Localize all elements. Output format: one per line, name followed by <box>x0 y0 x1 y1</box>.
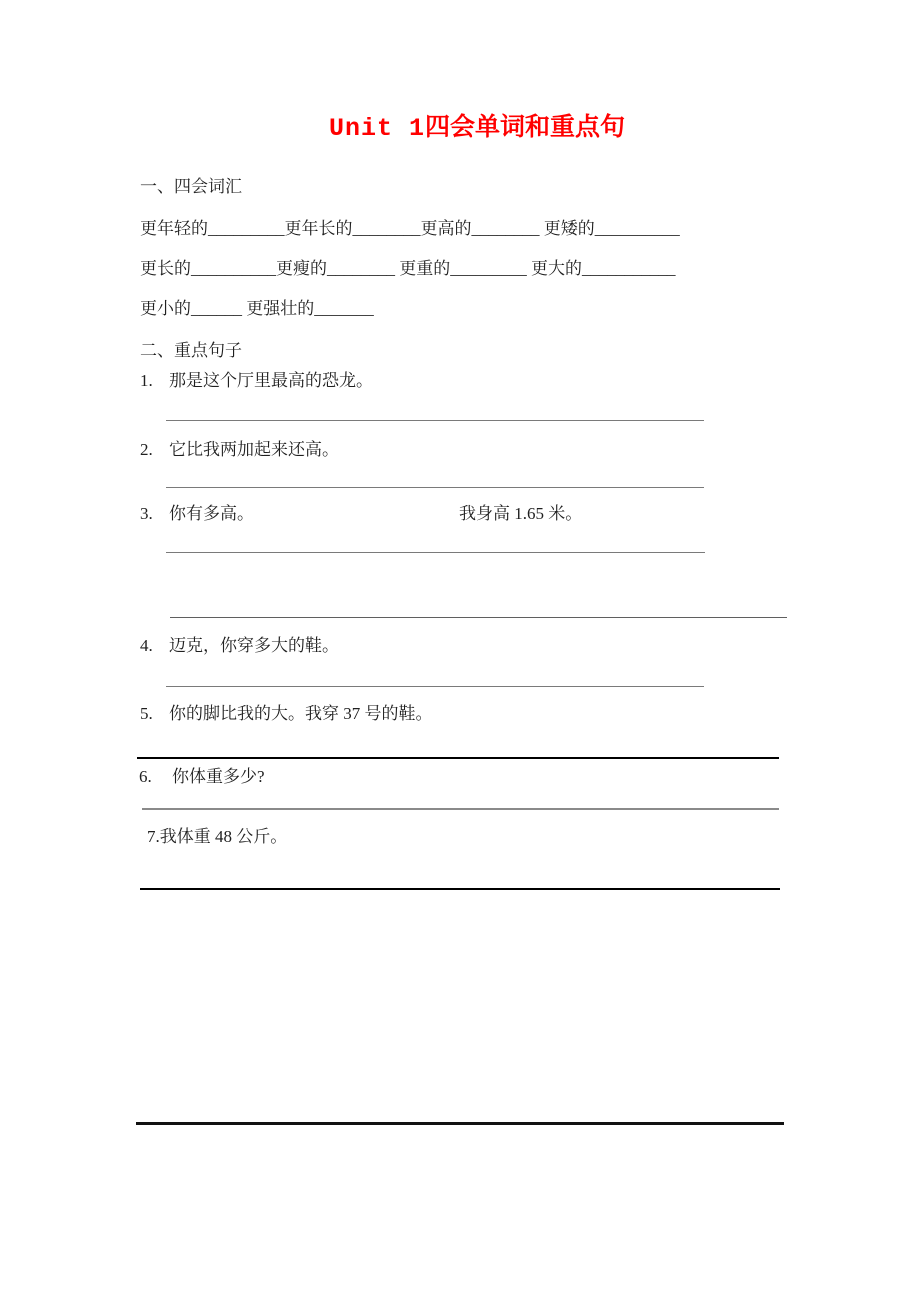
section-heading-sentences: 二、重点句子 <box>140 341 242 360</box>
question-5-number: 5. <box>140 704 153 723</box>
section-heading-vocabulary: 一、四会词汇 <box>140 177 242 196</box>
question-6-number: 6. <box>139 767 152 786</box>
answer-line-1 <box>166 420 704 421</box>
question-4 <box>140 636 339 656</box>
answer-line-4 <box>170 617 787 618</box>
vocab-line-1: 更年轻的_________更年长的________更高的________ 更矮的__________ <box>140 219 680 238</box>
question-7-number: 7. <box>147 827 160 846</box>
question-1-text: 那是这个厅里最高的恐龙。 <box>169 371 373 390</box>
question-2-text: 它比我两加起来还高。 <box>169 440 339 459</box>
question-7 <box>147 827 287 847</box>
question-3-text: 你有多高。 <box>169 504 254 523</box>
question-4-number: 4. <box>140 636 153 655</box>
question-1-number: 1. <box>140 371 153 390</box>
divider-line-1 <box>137 757 779 759</box>
divider-line-3 <box>140 888 780 890</box>
vocab-line-3: 更小的______ 更强壮的_______ <box>140 299 374 318</box>
question-5 <box>140 704 433 724</box>
page-title-cjk: 四会单词和重点句 <box>425 114 626 141</box>
vocab-line-2: 更长的__________更瘦的________ 更重的_________ 更大的___________ <box>140 259 676 278</box>
page-title <box>0 110 920 147</box>
question-4-text: 迈克，你穿多大的鞋。 <box>169 636 339 655</box>
page-bottom-rule <box>136 1122 784 1125</box>
answer-line-5 <box>166 686 704 687</box>
question-6 <box>139 767 265 787</box>
question-3 <box>140 504 254 524</box>
question-3-number: 3. <box>140 504 153 523</box>
question-7-text: 我体重 48 公斤。 <box>159 827 288 846</box>
question-6-text: 你体重多少? <box>172 767 265 786</box>
page-title-latin: Unit 1 <box>328 114 425 143</box>
question-5-text: 你的脚比我的大。我穿 37 号的鞋。 <box>169 704 433 723</box>
answer-line-3 <box>166 552 705 553</box>
question-1 <box>140 371 373 391</box>
divider-line-2 <box>142 808 779 810</box>
question-3-answer-text: 我身高 1.65 米。 <box>459 504 583 523</box>
question-2 <box>140 440 339 460</box>
answer-line-2 <box>166 487 704 488</box>
question-2-number: 2. <box>140 440 153 459</box>
